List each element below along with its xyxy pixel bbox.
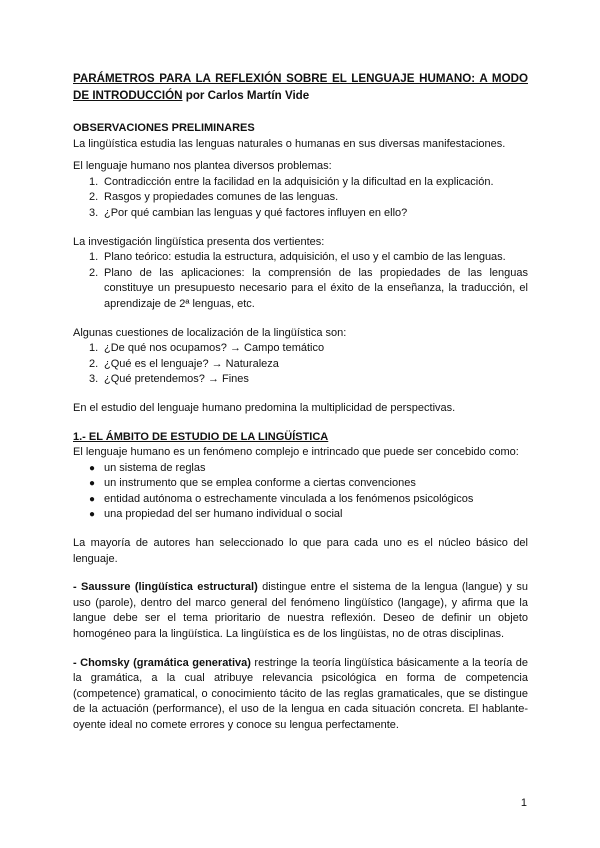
title-author: por Carlos Martín Vide [185,89,310,102]
list-item: ● una propiedad del ser humano individual o social [73,507,528,523]
saussure-paragraph: - Saussure (lingüística estructural) distingue entre el sistema de la lengua (langue) y su uso (parole), dentro del marco general del fenómeno lingüístico (langage), y afirma que la langue debe ser el tema prioritario de nuestra reflexión. Deseo de definir un objeto homogéneo para la lingüística. La lingüística es de los lingüistas, no de otras disciplinas. [73,581,528,641]
questions-intro: Algunas cuestiones de localización de la lingüística son: [73,326,347,339]
problems-intro: El lenguaje humano nos plantea diversos problemas: [73,160,332,173]
saussure-label: Saussure (lingüística estructural) [81,581,258,594]
section1-heading: 1.- EL ÁMBITO DE ESTUDIO DE LA LINGÜÍSTICA [73,430,329,443]
list-item: 1. ¿De qué nos ocupamos? → Campo temático [89,342,325,355]
bullet-icon: ● [89,478,96,490]
list-item: 3. ¿Qué pretendemos? → Fines [89,373,249,386]
list-item: 2. Rasgos y propiedades comunes de las lenguas. [89,191,339,204]
prelim-closing: En el estudio del lenguaje humano predomina la multiplicidad de perspectivas. [73,401,456,414]
section1-intro: El lenguaje humano es un fenómeno complejo e intrincado que puede ser concebido como: [73,446,519,459]
document-page [73,70,528,734]
problems-list [73,175,528,222]
chomsky-paragraph: - Chomsky (gramática generativa) restringe la teoría lingüística básicamente a la teoría de la gramática, a la cual atribuye relevancia psicológica en forma de competencia (competence) gramatical, o conocimiento tácito de las reglas gramaticales, que se distingue de la actuación (performance), el uso de la lengua en cada situación concreta. El hablante-oyente ideal no comete errores y conoce su lengua perfectamente. [73,656,528,731]
title-main: PARÁMETROS PARA LA REFLEXIÓN SOBRE EL LENGUAJE HUMANO: A MODO DE INTRODUCCIÓN [73,72,528,102]
list-item: ● un instrumento que se emplea conforme a ciertas convenciones [73,476,528,492]
bullet-icon: ● [89,462,96,474]
page-number: 1 [520,797,527,809]
prelim-intro: La lingüística estudia las lenguas naturales o humanas en sus diversas manifestaciones. [73,137,506,150]
bullet-icon: ● [89,493,96,505]
research-intro: La investigación lingüística presenta dos vertientes: [73,235,325,248]
list-item: 1. Plano teórico: estudia la estructura, adquisición, el uso y el cambio de las lenguas. [89,251,506,264]
prelim-heading: OBSERVACIONES PRELIMINARES [73,122,255,134]
research-list [73,250,528,312]
chomsky-label: Chomsky (gramática generativa) [80,656,251,669]
list-item: ● un sistema de reglas [73,461,528,477]
questions-list [73,341,528,388]
list-item: 3. ¿Por qué cambian las lenguas y qué factores influyen en ello? [89,206,408,219]
bullet-icon: ● [89,509,96,521]
list-item: ● entidad autónoma o estrechamente vinculada a los fenómenos psicológicos [73,492,528,508]
list-item: 2. ¿Qué es el lenguaje? → Naturaleza [89,357,279,370]
document-title [73,70,528,104]
majority-paragraph: La mayoría de autores han seleccionado lo que para cada uno es el núcleo básico del lenguaje. [73,537,528,565]
list-item: 2. Plano de las aplicaciones: la comprensión de las propiedades de las lenguas constituye un presupuesto necesario para el éxito de la enseñanza, la traducción, el aprendizaje de 2ª lenguas, etc. [89,266,528,310]
section1-bullets [73,461,528,523]
list-item: 1. Contradicción entre la facilidad en la adquisición y la dificultad en la explicación. [89,175,494,188]
